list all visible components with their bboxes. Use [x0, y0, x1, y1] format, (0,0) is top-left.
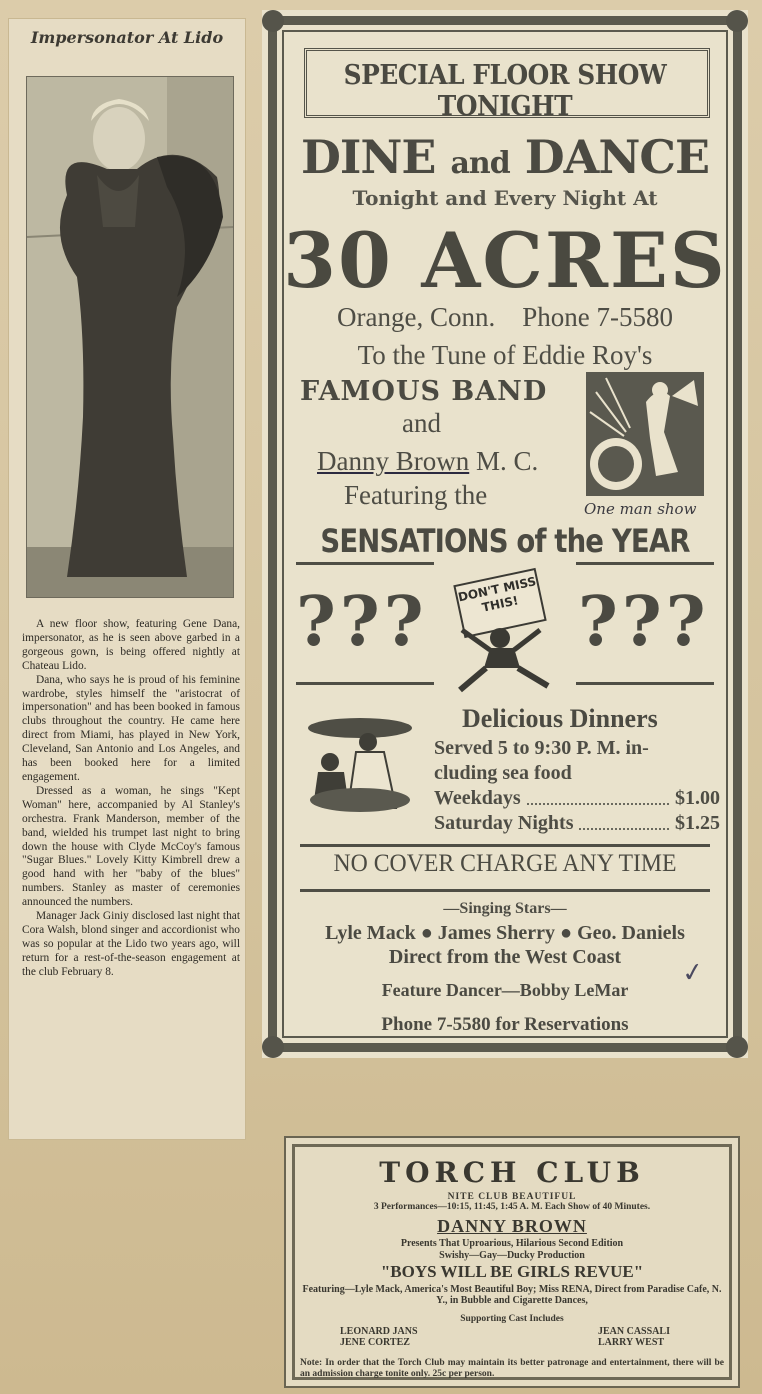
danny-brown-name: DANNY BROWN [437, 1216, 587, 1236]
corner-ornament [726, 1036, 748, 1058]
cast-name: LARRY WEST [598, 1337, 665, 1348]
saturday-label: Saturday Nights [434, 812, 574, 834]
question-marks-right: ??? [578, 582, 710, 662]
clipping-article [22, 618, 240, 980]
cast-name: LEONARD JANS [340, 1326, 418, 1337]
and-word: and [450, 146, 510, 181]
tonight-line: Tonight and Every Night At [352, 186, 658, 210]
location-text: Orange, Conn. [337, 302, 496, 332]
singer-name: Lyle Mack [325, 922, 416, 944]
torch-club-title: TORCH CLUB [379, 1156, 645, 1189]
famous-band-text: FAMOUS BAND [300, 376, 548, 407]
location-line [262, 302, 748, 333]
phone-text: Phone 7-5580 [522, 302, 673, 332]
torch-danny-brown [286, 1216, 738, 1237]
delicious-dinners-heading: Delicious Dinners [462, 704, 658, 733]
singing-stars-heading: —Singing Stars— [443, 900, 567, 917]
singers-list: Lyle Mack ● James Sherry ● Geo. Daniels [325, 922, 685, 944]
thirty-acres-advertisement [262, 10, 748, 1058]
venue-name: 30 ACRES [283, 216, 727, 305]
one-man-show-caption: One man show [584, 500, 697, 518]
cast-name: JEAN CASSALI [598, 1326, 670, 1337]
dance-word: DANCE [524, 130, 710, 184]
singer-name: Geo. Daniels [577, 922, 685, 944]
cast-names-right [598, 1326, 670, 1348]
leader-dots [579, 811, 669, 830]
west-coast-line: Direct from the West Coast [388, 946, 622, 968]
dine-and-dance-heading [262, 130, 748, 184]
handwritten-check-mark: ✓ [680, 956, 706, 990]
corner-ornament [726, 10, 748, 32]
article-paragraph: Dressed as a woman, he sings "Kept Woman" here, accompanied by Al Stanley's orchestra. Frank Manderson, member of the band, wielded his trumpet last night to bring down the house with Clyde McCoy's famous "Sugar Blues." Lovely Kitty Kimbrell drew a good hand with her "baby of the blues" numbers. Stanley as master of ceremonies announced the numbers. [22, 784, 240, 909]
no-cover-charge-text: NO COVER CHARGE ANY TIME [333, 850, 677, 877]
presents-line: Presents That Uproarious, Hilarious Second Edition [400, 1238, 624, 1249]
impersonator-photo [26, 76, 234, 598]
weekdays-label: Weekdays [434, 787, 521, 809]
danny-brown-line [317, 446, 538, 477]
served-hours: Served 5 to 9:30 P. M. in- [434, 737, 649, 759]
performance-times: 3 Performances—10:15, 11:45, 1:45 A. M. Each Show of 40 Minutes. [373, 1202, 651, 1212]
question-marks-left: ??? [296, 582, 428, 662]
clipping-headline: Impersonator At Lido [30, 28, 224, 47]
nite-club-beautiful: NITE CLUB BEAUTIFUL [447, 1192, 577, 1202]
torch-club-advertisement [284, 1136, 740, 1388]
production-line: Swishy—Gay—Ducky Production [439, 1250, 585, 1261]
divider-rule [576, 562, 714, 565]
divider-rule [576, 682, 714, 685]
cast-name: JENE CORTEZ [340, 1337, 410, 1348]
saturday-price-row [434, 811, 720, 836]
leader-dots [527, 786, 669, 805]
running-man-illustration [440, 624, 568, 694]
weekdays-price-row [434, 786, 720, 811]
dinner-details [434, 736, 720, 836]
singer-name: James Sherry [437, 922, 555, 944]
feature-dancer-line: Feature Dancer—Bobby LeMar [381, 980, 629, 1000]
supporting-cast-line: Supporting Cast Includes [460, 1314, 564, 1324]
saturday-price: $1.25 [675, 812, 720, 834]
and-text: and [402, 408, 441, 438]
article-paragraph: Dana, who says he is proud of his feminine wardrobe, styles himself the "aristocrat of impersonation" and has been booked in famous clubs throughout the country. He came here direct from Miami, has played in New York, Cleveland, San Antonio and Los Angeles, and has been booked here for a limited engagement. [22, 673, 240, 783]
article-paragraph: A new floor show, featuring Gene Dana, impersonator, as he is seen above garbed in a gorgeous gown, is being offered nightly at Chateau Lido. [22, 618, 240, 672]
corner-ornament [262, 1036, 284, 1058]
dinner-illustration [304, 708, 416, 816]
served-seafood: cluding sea food [434, 762, 572, 784]
dont-miss-sign: DON'T MISS THIS! [453, 568, 546, 638]
one-man-show-illustration [586, 372, 704, 496]
corner-ornament [262, 10, 284, 32]
danny-brown-name: Danny Brown [317, 446, 470, 476]
newspaper-clipping-left [8, 18, 246, 1140]
reservations-phone-line: Phone 7-5580 for Reservations [381, 1014, 629, 1035]
revue-title: "BOYS WILL BE GIRLS REVUE" [380, 1262, 644, 1281]
special-floor-show-heading: SPECIAL FLOOR SHOW TONIGHT [343, 60, 667, 122]
admission-note: Note: In order that the Torch Club may maintain its better patronage and entertainment, there will be an admission charge tonite only. 25c per person. [300, 1358, 724, 1379]
featuring-text: Featuring the [344, 480, 488, 510]
divider-rule [296, 682, 434, 685]
mc-text: M. C. [475, 446, 539, 476]
divider-rule [296, 562, 434, 565]
tune-line: To the Tune of Eddie Roy's [357, 340, 653, 370]
cast-names-left [340, 1326, 418, 1348]
sensations-heading: SENSATIONS of the YEAR [320, 522, 690, 560]
article-paragraph: Manager Jack Giniy disclosed last night that Cora Walsh, blond singer and accordionist who was so popular at the Lido two years ago, will return for a rest-of-the-season engagement at the club February 8. [22, 910, 240, 978]
weekdays-price: $1.00 [675, 787, 720, 809]
dine-word: DINE [300, 130, 436, 184]
featuring-line: Featuring—Lyle Mack, America's Most Beautiful Boy; Miss RENA, Direct from Paradise Cafe, N. Y., in Bubble and Cigarette Dances, [302, 1284, 722, 1306]
